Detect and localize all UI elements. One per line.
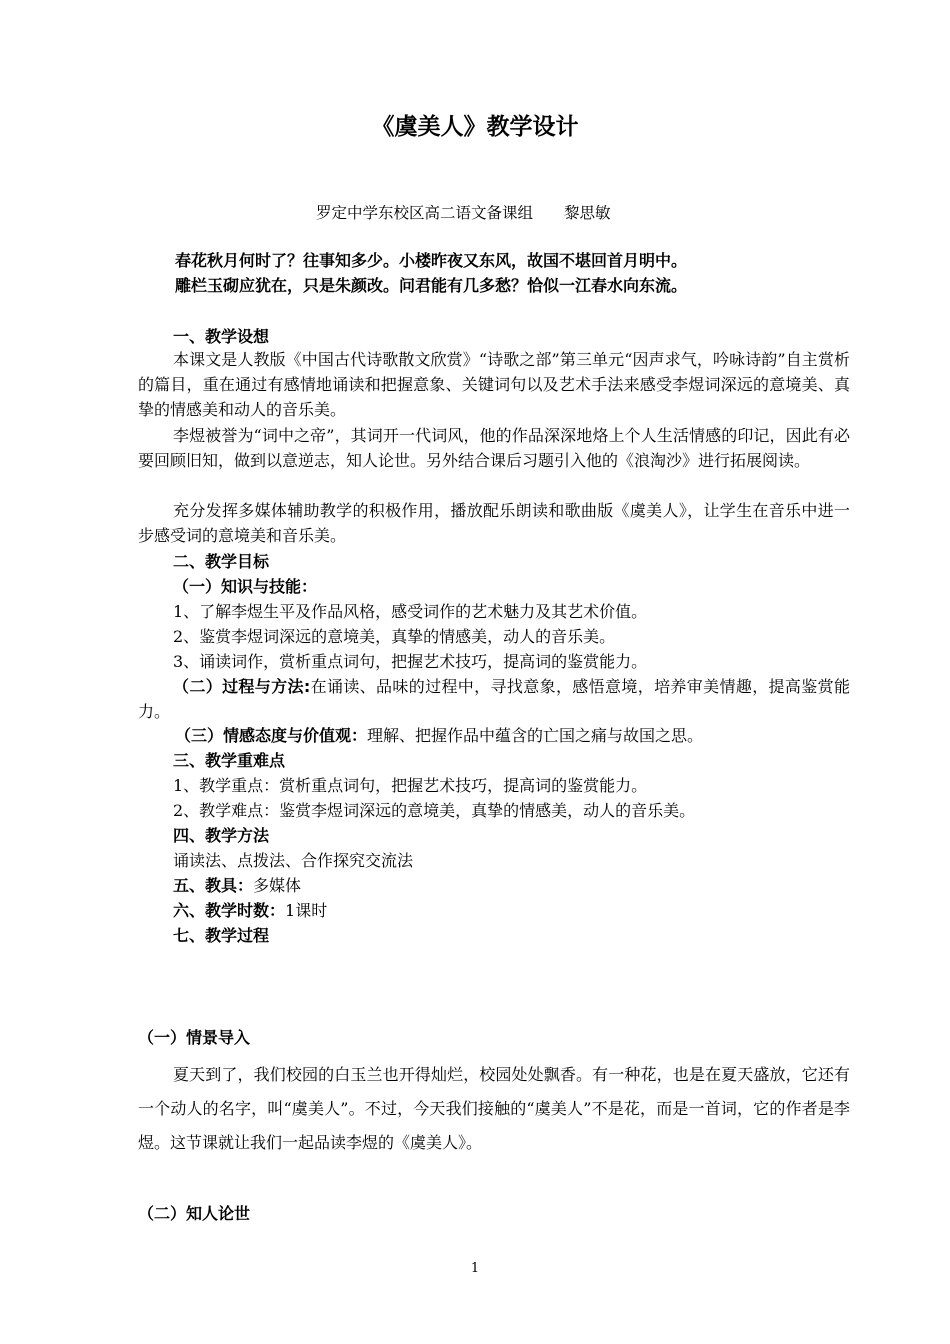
section-heading-3: 三、教学重难点 xyxy=(173,751,286,770)
poem-line-1: 春花秋月何时了？往事知多少。小楼昨夜又东风，故国不堪回首月明中。 xyxy=(175,251,688,270)
objective-item-2: 2、鉴赏李煜词深远的意境美，真挚的情感美，动人的音乐美。 xyxy=(173,627,616,646)
subheading-knowledge-skills: （一）知识与技能： xyxy=(173,577,318,596)
paragraph-teaching-concept-1: 本课文是人教版《中国古代诗歌散文欣赏》“诗歌之部”第三单元“因声求气，吟咏诗韵”自主赏析的篇目，重在通过有感情地诵读和把握意象、关键词句以及艺术手法来感受李煜词深远的意境美、真挚的情感美和动人的音乐美。 xyxy=(138,350,850,419)
emotion-values-text: 理解、把握作品中蕴含的亡国之痛与故国之思。 xyxy=(367,726,704,745)
page-number: 1 xyxy=(470,1261,480,1276)
part-heading-scene-intro: （一）情景导入 xyxy=(138,1028,251,1047)
teaching-hours-label: 六、教学时数： xyxy=(173,901,286,920)
objective-item-3: 3、诵读词作，赏析重点词句，把握艺术技巧，提高词的鉴赏能力。 xyxy=(173,652,648,671)
teaching-hours-text: 1课时 xyxy=(285,901,328,920)
teaching-methods-text: 诵读法、点拨法、合作探究交流法 xyxy=(173,851,414,870)
paragraph-emotion-values xyxy=(175,725,703,747)
key-point-item-1: 1、教学重点：赏析重点词句，把握艺术技巧，提高词的鉴赏能力。 xyxy=(173,776,648,795)
objective-item-1: 1、了解李煜生平及作品风格，感受词作的艺术魅力及其艺术价值。 xyxy=(173,602,648,621)
document-title: 《虞美人》教学设计 xyxy=(371,114,579,140)
emotion-values-label: （三）情感态度与价值观： xyxy=(175,726,368,745)
paragraph-process-method xyxy=(138,674,850,724)
part-heading-author-context: （二）知人论世 xyxy=(138,1204,251,1223)
poem-line-2: 雕栏玉砌应犹在，只是朱颜改。问君能有几多愁？恰似一江春水向东流。 xyxy=(175,276,688,295)
section-heading-4: 四、教学方法 xyxy=(173,826,270,845)
key-point-item-2: 2、教学难点：鉴赏李煜词深远的意境美，真挚的情感美，动人的音乐美。 xyxy=(173,801,696,820)
process-method-label: （二）过程与方法: xyxy=(173,677,311,696)
author-line: 罗定中学东校区高二语文备课组 黎思敏 xyxy=(316,204,611,222)
paragraph-scene-intro: 夏天到了，我们校园的白玉兰也开得灿烂，校园处处飘香。有一种花，也是在夏天盛放，它还有一个动人的名字，叫“虞美人”。不过，今天我们接触的“虞美人”不是花，而是一首词，它的作者是李煜。这节课就让我们一起品读李煜的《虞美人》。 xyxy=(138,1065,850,1152)
process-method-text: 在诵读、品味的过程中，寻找意象，感悟意境，培养审美情趣，提高鉴赏能力。 xyxy=(138,677,850,721)
paragraph-teaching-concept-2: 李煜被誉为“词中之帝”，其词开一代词风，他的作品深深地烙上个人生活情感的印记，因此有必要回顾旧知，做到以意逆志，知人论世。另外结合课后习题引入他的《浪淘沙》进行拓展阅读。 xyxy=(138,426,850,470)
teaching-hours-line xyxy=(173,900,327,922)
section-heading-1: 一、教学设想 xyxy=(173,327,270,346)
section-heading-7: 七、教学过程 xyxy=(173,926,270,945)
teaching-aids-line xyxy=(173,875,301,897)
teaching-aids-text: 多媒体 xyxy=(253,876,302,895)
paragraph-teaching-concept-3: 充分发挥多媒体辅助教学的积极作用，播放配乐朗读和歌曲版《虞美人》，让学生在音乐中进一步感受词的意境美和音乐美。 xyxy=(138,501,850,545)
teaching-aids-label: 五、教具： xyxy=(173,876,254,895)
section-heading-2: 二、教学目标 xyxy=(173,552,270,571)
